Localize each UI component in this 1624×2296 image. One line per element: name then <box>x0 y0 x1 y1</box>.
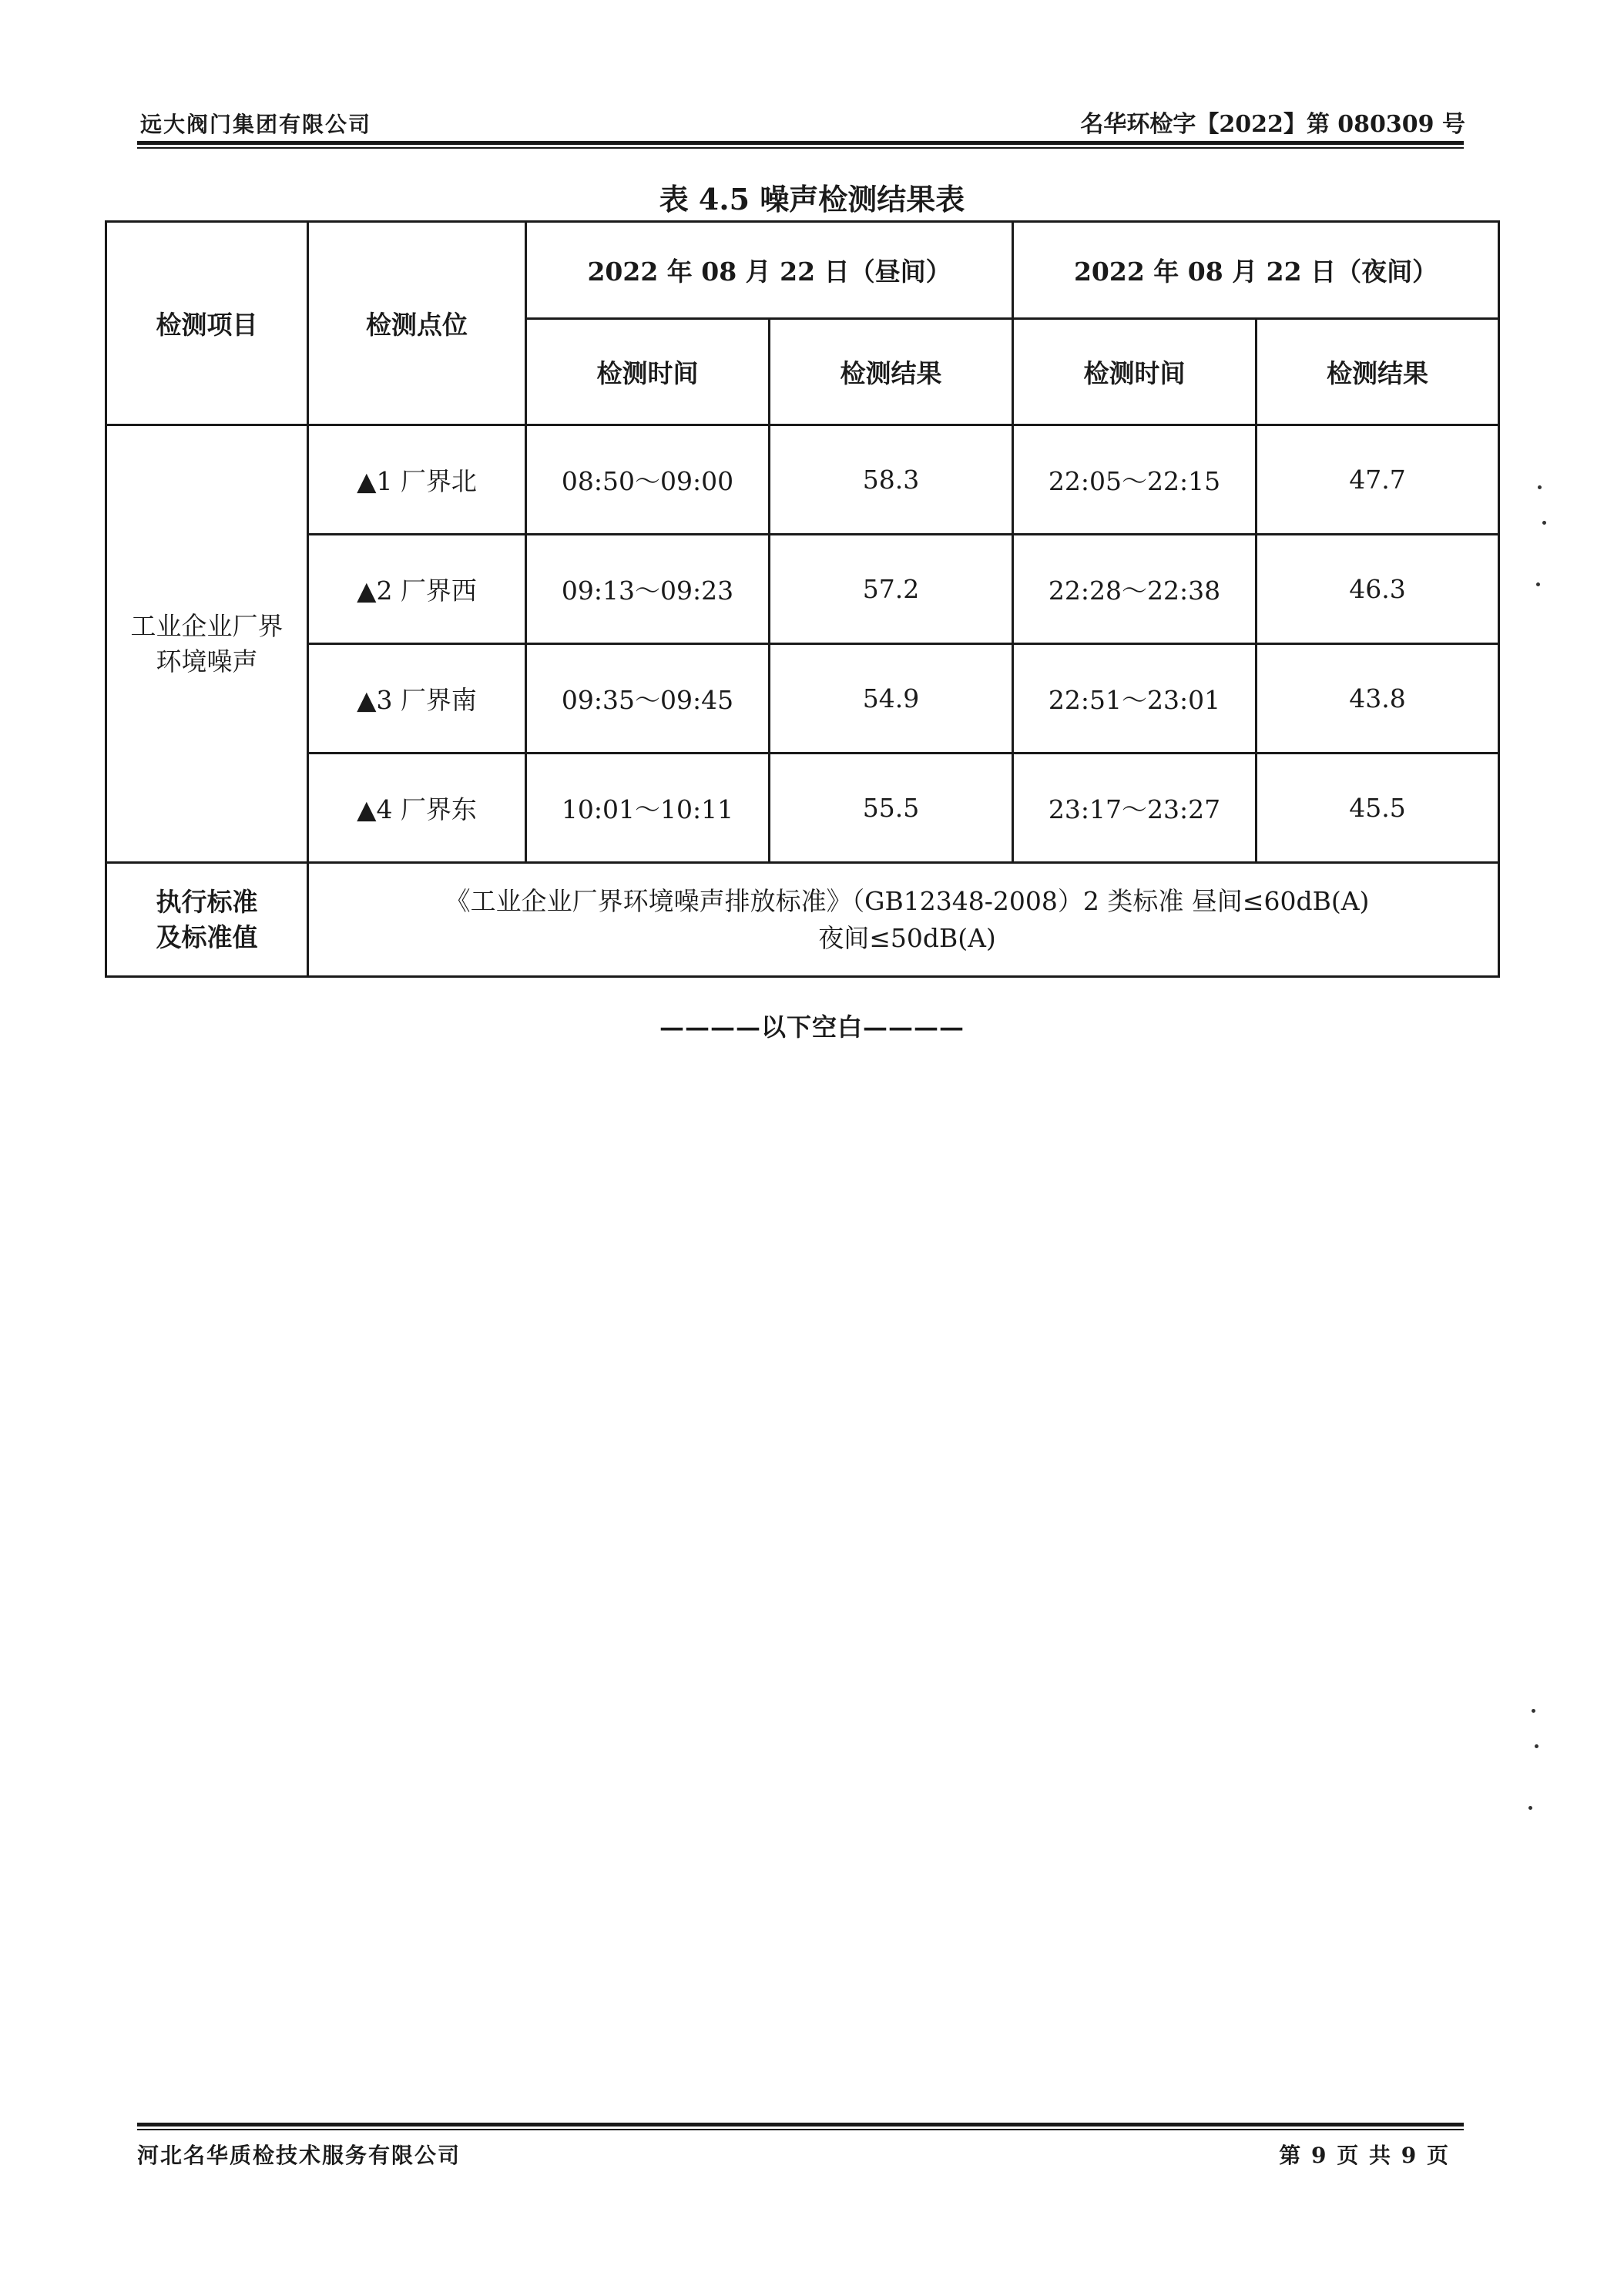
scan-speck <box>1535 1744 1538 1748</box>
day-result-cell: 54.9 <box>770 644 1013 754</box>
standard-label-line1: 执行标准 <box>156 886 258 917</box>
standard-label-line2: 及标准值 <box>156 921 258 952</box>
point-cell: ▲4 厂界东 <box>308 754 526 863</box>
item-name-line2: 环境噪声 <box>156 646 258 676</box>
night-result-cell: 47.7 <box>1257 425 1499 535</box>
table-row <box>106 425 1499 535</box>
header-item: 检测项目 <box>106 222 308 425</box>
header-day-group: 2022 年 08 月 22 日（昼间） <box>526 222 1013 319</box>
night-result-cell: 45.5 <box>1257 754 1499 863</box>
table-title: 表 4.5 噪声检测结果表 <box>659 182 965 217</box>
day-result-cell: 58.3 <box>770 425 1013 535</box>
scan-speck <box>1542 521 1546 525</box>
point-cell: ▲3 厂界南 <box>308 644 526 754</box>
day-result-cell: 55.5 <box>770 754 1013 863</box>
night-time-cell: 22:28～22:38 <box>1013 535 1257 644</box>
day-time-cell: 08:50～09:00 <box>526 425 770 535</box>
header-day-time: 检测时间 <box>526 319 770 425</box>
night-time-cell: 23:17～23:27 <box>1013 754 1257 863</box>
night-time-cell: 22:05～22:15 <box>1013 425 1257 535</box>
scan-speck <box>1536 582 1540 586</box>
scan-speck <box>1532 1709 1535 1713</box>
scan-speck <box>1528 1806 1532 1810</box>
standard-text-line1: 《工业企业厂界环境噪声排放标准》（GB12348-2008）2 类标准 昼间≤60dB(A) <box>445 885 1370 916</box>
header-day-result: 检测结果 <box>770 319 1013 425</box>
noise-results-table <box>105 220 1500 978</box>
night-time-cell: 22:51～23:01 <box>1013 644 1257 754</box>
header-night-time: 检测时间 <box>1013 319 1257 425</box>
header-night-group: 2022 年 08 月 22 日（夜间） <box>1013 222 1499 319</box>
standard-row <box>106 863 1499 977</box>
day-time-cell: 10:01～10:11 <box>526 754 770 863</box>
table-row <box>106 644 1499 754</box>
header-rule-thin <box>137 147 1464 149</box>
day-time-cell: 09:35～09:45 <box>526 644 770 754</box>
standard-text-cell <box>308 863 1499 977</box>
blank-below-note: ————以下空白———— <box>659 1012 965 1042</box>
header-point: 检测点位 <box>308 222 526 425</box>
header-rule <box>137 141 1464 145</box>
table-row <box>106 754 1499 863</box>
table-row <box>106 535 1499 644</box>
day-result-cell: 57.2 <box>770 535 1013 644</box>
footer-rule <box>137 2123 1464 2126</box>
header-night-result: 检测结果 <box>1257 319 1499 425</box>
header-report-number: 名华环检字【2022】第 080309 号 <box>1080 111 1465 138</box>
night-result-cell: 46.3 <box>1257 535 1499 644</box>
day-time-cell: 09:13～09:23 <box>526 535 770 644</box>
standard-label-cell <box>106 863 308 977</box>
point-cell: ▲1 厂界北 <box>308 425 526 535</box>
footer-page-number: 第 9 页 共 9 页 <box>1279 2143 1450 2168</box>
header-company: 远大阀门集团有限公司 <box>140 112 372 137</box>
footer-organization: 河北名华质检技术服务有限公司 <box>137 2143 461 2168</box>
point-cell: ▲2 厂界西 <box>308 535 526 644</box>
footer-rule-thin <box>137 2129 1464 2130</box>
scan-speck <box>1538 485 1542 489</box>
standard-text-line2: 夜间≤50dB(A) <box>818 922 996 953</box>
night-result-cell: 43.8 <box>1257 644 1499 754</box>
item-name-cell <box>106 425 308 863</box>
item-name-line1: 工业企业厂界 <box>130 610 284 641</box>
